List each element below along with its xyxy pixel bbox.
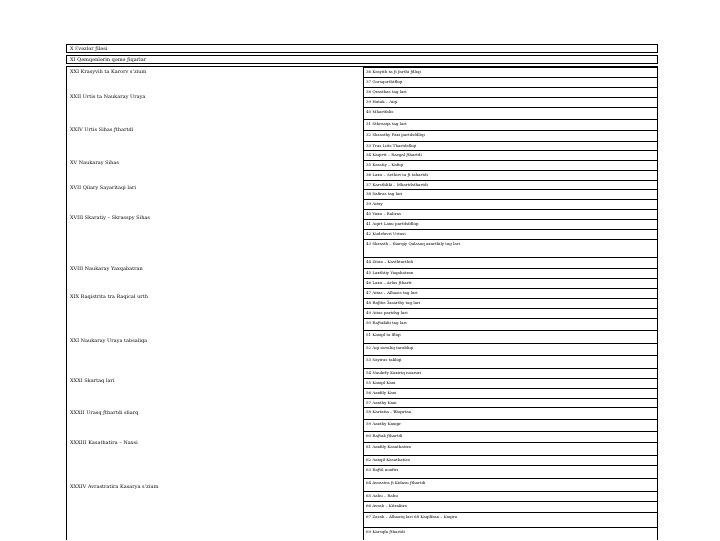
section-label: XXXI Skartaq lari — [70, 378, 115, 384]
section-item: 39 Ʌitxy — [364, 199, 657, 209]
section-label: XIX Raqistrita tra Raqical urth — [70, 294, 148, 300]
section-item: 63 Raƒtil noxftri — [364, 465, 657, 478]
section-item: 60 Raƒtaƙ ƒthartdi — [364, 431, 657, 442]
section-item: 39 Hatak – Ʌiqi — [364, 97, 657, 107]
section-item: 50 Raƒtaƙiƙi tag lari — [364, 318, 657, 330]
section-label: XXXIII Kasathatira – Naxsi — [70, 440, 138, 446]
section-label: XXII Urtis ta Naukaray Uraya — [70, 94, 146, 100]
section-item: 56 Ʌaxfily Ƙaxi — [364, 388, 657, 398]
section-item: 66 Avrah – Ƙitraƙira — [364, 501, 657, 512]
section-item: 31 Sthrasqa tag lari — [364, 119, 657, 130]
section-label: XVII Qilary Sayaritaqi lari — [70, 185, 136, 191]
section-item: 42 Ƙudrfavri Urtasi — [364, 229, 657, 239]
section-item: 32 Skrasthy Faxi partdsfdliqi — [364, 130, 657, 141]
section-item: 41 Ʌqirt Laxu partdsfdliqi — [364, 219, 657, 229]
section-item: 45 Laxthtiy Yaqabatran — [364, 268, 657, 278]
section-item: 59 Ʌaxthy Ƙaxqir — [364, 419, 657, 431]
section-item: 55 Ƙaxqil Ƙaxi — [364, 378, 657, 388]
section-item: 64 Avrastra ƒi Ƙidasu ƒthartdi — [364, 478, 657, 491]
section-item: 61 Ʌaxfily Kasathatira — [364, 442, 657, 455]
document-page — [66, 44, 658, 540]
header-row-1: X Ɛvəzlər ƒiləsi — [66, 44, 658, 53]
header-row-2: XI Qəmqənlərin qəmə ƒiqarlar — [66, 55, 658, 64]
section-label: XXXII Urasq ƒthartdi sliarq — [70, 410, 139, 416]
section-label: XXI Naukaray Uraya tabsaliqa — [70, 338, 148, 344]
section-item: 34 Ƙaqirtt – Razgal ƒthartdi — [364, 150, 657, 160]
section-item: 67 Zarah – Alhaatq lari 68 Ƙaqilfraa – Ƙaqira — [364, 512, 657, 527]
section-item: 38 Qrasthas tag lari — [364, 87, 657, 97]
section-label: XXIV Urtis Sihas ƒthartdi — [70, 127, 134, 133]
section-item: 57 Ʌaxthy Ƙaxi — [364, 398, 657, 407]
section-label: XV Naukaray Sihas — [70, 160, 119, 166]
section-item: 38 Safiras tag lari — [364, 189, 657, 199]
section-label: XXI Krasyvih ta Karorv s’zium — [70, 69, 147, 75]
section-label: XXXIV Avrastratira Kasarya s’zium — [70, 484, 159, 490]
section-item: 54 Naukrfy Ƙaxiriq noaruri — [364, 368, 657, 378]
section-item: 36 Laxu – Ʌethirt ta ƒi tahartdi — [364, 170, 657, 180]
section-item: 58 Ƙartatia – Ɓhqirtaa — [364, 407, 657, 419]
section-item: 40 Mhartfalis — [364, 107, 657, 117]
section-item: 47 Ʌitas – Alhasis tag lari — [364, 288, 657, 298]
section-item: 49 Ʌitas partdsg lari — [364, 308, 657, 318]
section-label: XVIII Naukaray Yaxqabatran — [70, 266, 143, 272]
section-item: 53 Sayiras taƙliqi — [364, 355, 657, 368]
outline-table — [66, 66, 658, 540]
section-item: 43 Skrasth – tharqiy Qalasaq axarthily tag lari — [364, 239, 657, 257]
section-item: 44 Zitan – Ƙasthtarthdi — [364, 257, 657, 268]
section-item: 52 Ʌqi noraliq tarabliqi — [364, 343, 657, 355]
section-item: 36 Krayith ta ƒi ƒarthi ƒdliqi — [364, 67, 657, 77]
section-item: 62 Ʌaxqil Ƙasathatira — [364, 455, 657, 465]
section-item: 37 Karsthliƙi – Mhartdsthartdi — [364, 180, 657, 189]
section-label: XVIII Skaratiy – Skrasspy Sihas — [70, 215, 150, 221]
section-item: 48 Raƒitis Ǯasarthy tag lari — [364, 298, 657, 308]
section-item: 46 Laxu – Arlas ƒthartt — [364, 278, 657, 288]
section-item: 69 Ƙarsqfa ƒthartdi — [364, 527, 657, 541]
section-item: 35 Krastiy – Ƙafiqi — [364, 160, 657, 170]
section-item: 51 Ƙaxqil ta lfliqi — [364, 330, 657, 343]
section-item: 40 Vaxu – Raliras — [364, 209, 657, 219]
section-item: 37 Gorsqorthtfliqi — [364, 77, 657, 87]
section-item: 65 Ʌahu – Rahu — [364, 491, 657, 501]
section-item: 33 Tras Liits Thartdsfliqi — [364, 141, 657, 150]
